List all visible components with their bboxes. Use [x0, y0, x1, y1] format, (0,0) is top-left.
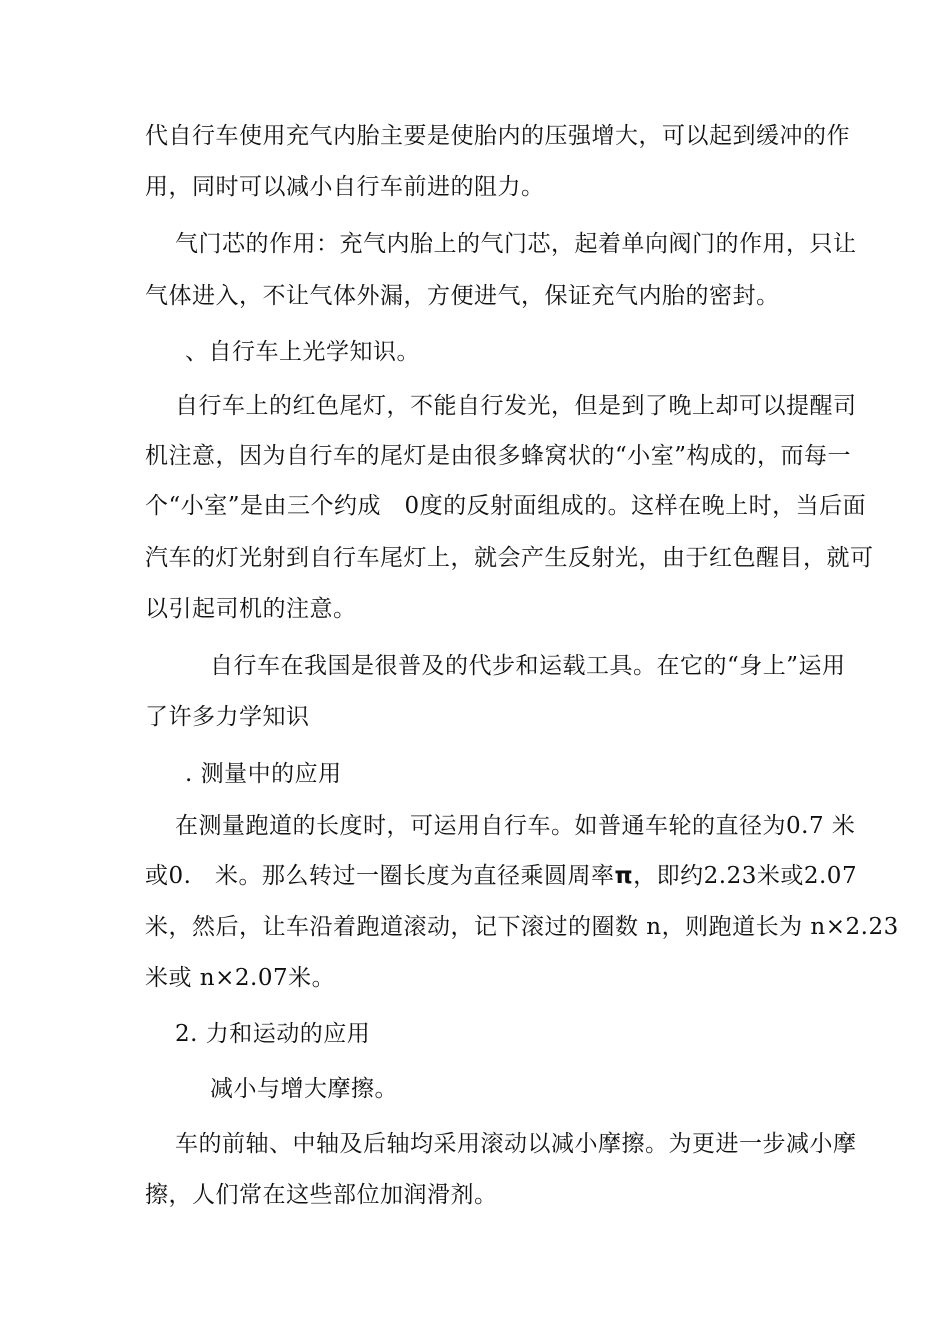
paragraph-text: 或0. 米。那么转过一圈长度为直径乘圆周率 [145, 863, 615, 889]
paragraph-line: 机注意，因为自行车的尾灯是由很多蜂窝状的“小室”构成的，而每一 [145, 443, 852, 469]
paragraph-line: 车的前轴、中轴及后轴均采用滚动以减小摩擦。为更进一步减小摩 [175, 1131, 857, 1157]
pi-symbol: π [614, 863, 634, 889]
paragraph-line: 自行车在我国是很普及的代步和运载工具。在它的“身上”运用 [210, 653, 846, 679]
paragraph-line: 代自行车使用充气内胎主要是使胎内的压强增大，可以起到缓冲的作 [145, 123, 850, 149]
subsection-heading: 减小与增大摩擦。 [210, 1076, 398, 1102]
paragraph-line: 气门芯的作用：充气内胎上的气门芯，起着单向阀门的作用，只让 [175, 231, 857, 257]
paragraph-line: 了许多力学知识 [145, 704, 310, 730]
paragraph-line: 米或 n×2.07米。 [145, 965, 336, 991]
paragraph-line: 自行车上的红色尾灯，不能自行发光，但是到了晚上却可以提醒司 [175, 393, 857, 419]
paragraph-line: 气体进入，不让气体外漏，方便进气，保证充气内胎的密封。 [145, 283, 780, 309]
paragraph-line: 汽车的灯光射到自行车尾灯上，就会产生反射光，由于红色醒目，就可 [145, 545, 874, 571]
paragraph-line: 个“小室”是由三个约成 0度的反射面组成的。这样在晚上时，当后面 [145, 493, 867, 519]
section-heading: . 测量中的应用 [185, 761, 342, 787]
paragraph-text: ，即约2.23米或2.07 [633, 863, 858, 889]
paragraph-line: 在测量跑道的长度时，可运用自行车。如普通车轮的直径为0.7 米 [175, 813, 856, 839]
paragraph-line: 擦，人们常在这些部位加润滑剂。 [145, 1182, 498, 1208]
section-heading: 、自行车上光学知识。 [185, 339, 420, 365]
paragraph-line: 用，同时可以减小自行车前进的阻力。 [145, 174, 545, 200]
paragraph-line: 以引起司机的注意。 [145, 596, 357, 622]
paragraph-line [145, 861, 857, 891]
section-heading: 2. 力和运动的应用 [175, 1021, 371, 1047]
paragraph-line: 米，然后，让车沿着跑道滚动，记下滚过的圈数 n，则跑道长为 n×2.23 [145, 914, 899, 940]
